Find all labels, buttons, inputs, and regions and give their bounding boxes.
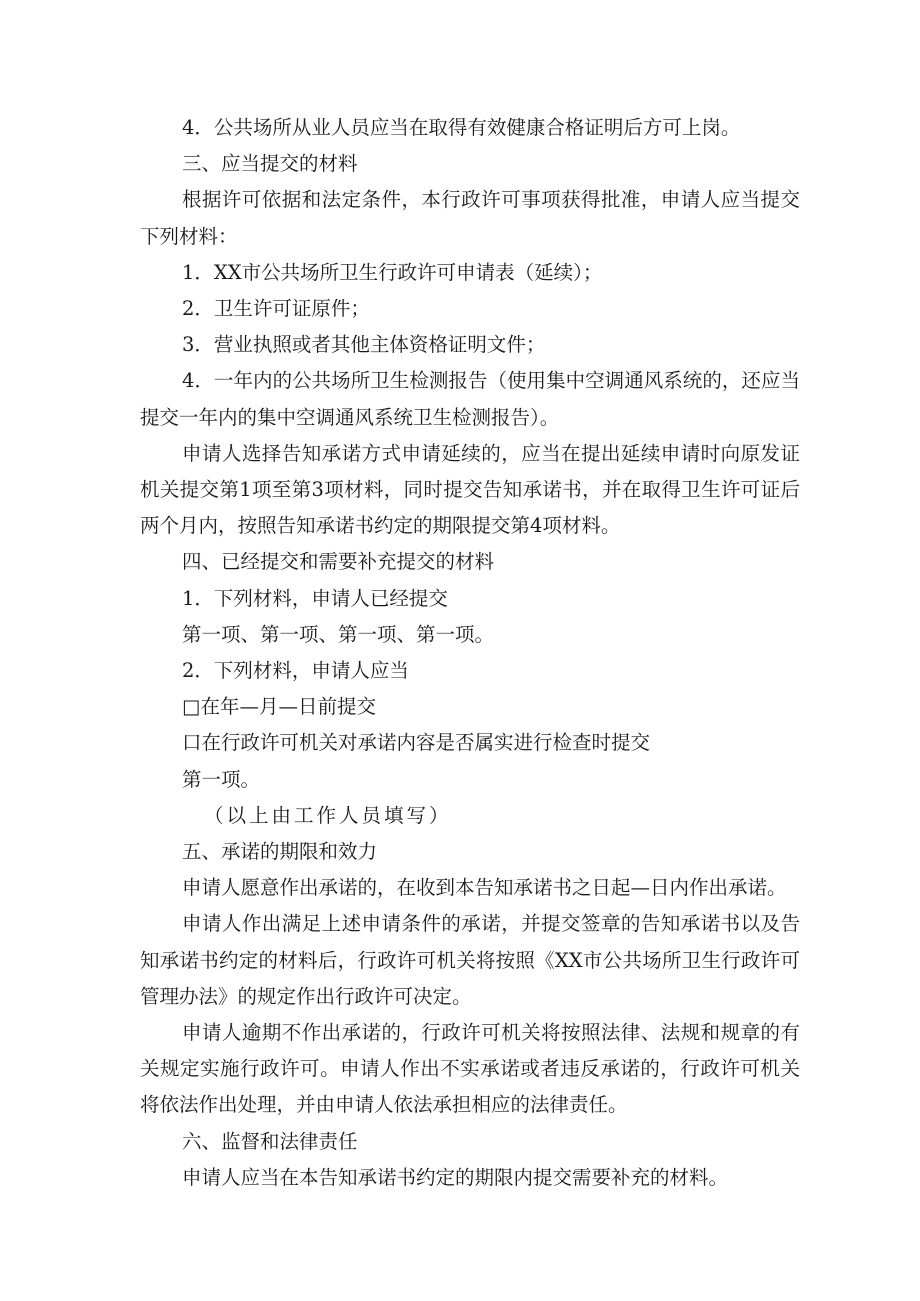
material-item-2: 2．卫生许可证原件；	[182, 297, 370, 321]
inspection-option	[140, 725, 800, 761]
inspection-checkbox-icon[interactable]: 口	[182, 731, 202, 755]
document-body	[140, 110, 800, 1196]
submitted-materials-label: 1．下列材料，申请人已经提交	[182, 586, 448, 610]
section-heading-4: 四、已经提交和需要补充提交的材料	[182, 550, 495, 574]
materials-intro-paragraph: 根据许可依据和法定条件，本行政许可事项获得批准，申请人应当提交下列材料：	[140, 188, 800, 248]
deadline-option	[140, 689, 800, 725]
section-heading-3: 三、应当提交的材料	[182, 152, 358, 176]
promise-paragraph-1: 申请人愿意作出承诺的，在收到本告知承诺书之日起—日内作出承诺。	[182, 876, 787, 900]
promise-paragraph-2: 申请人作出满足上述申请条件的承诺，并提交签章的告知承诺书以及告知承诺书约定的材料后，行政许可机关将按照《XX市公共场所卫生行政许可管理办法》的规定作出行政许可决定。	[140, 912, 800, 1008]
promise-paragraph-3: 申请人逾期不作出承诺的，行政许可机关将按照法律、法规和规章的有关规定实施行政许可。申请人作出不实承诺或者违反承诺的，行政许可机关将依法作出处理，并由申请人依法承担相应的法律责任。	[140, 1021, 800, 1117]
supervise-paragraph: 申请人应当在本告知承诺书约定的期限内提交需要补充的材料。	[182, 1165, 729, 1189]
submitted-materials-items: 第一项、第一项、第一项、第一项。	[182, 622, 495, 646]
inspection-option-text: 在行政许可机关对承诺内容是否属实进行检查时提交	[201, 731, 651, 755]
required-materials-item: 第一项。	[182, 767, 261, 791]
material-item-1: 1．XX市公共场所卫生行政许可申请表（延续）；	[182, 260, 603, 284]
notice-paragraph: 申请人选择告知承诺方式申请延续的，应当在提出延续申请时向原发证机关提交第1项至第3项材料，同时提交告知承诺书，并在取得卫生许可证后两个月内，按照告知承诺书约定的期限提交第4项材料。	[140, 441, 800, 538]
deadline-checkbox-icon[interactable]: □	[182, 695, 201, 719]
section-heading-5: 五、承诺的期限和效力	[182, 840, 378, 864]
required-materials-label: 2．下列材料，申请人应当	[182, 659, 409, 683]
deadline-option-text: 在年—月—日前提交	[200, 695, 376, 719]
requirement-item-4: 4．公共场所从业人员应当在取得有效健康合格证明后方可上岗。	[182, 116, 741, 139]
staff-fill-note: （以上由工作人员填写）	[204, 803, 452, 827]
material-item-3: 3．营业执照或者其他主体资格证明文件；	[182, 333, 546, 357]
section-heading-6: 六、监督和法律责任	[182, 1129, 358, 1153]
material-item-4: 4．一年内的公共场所卫生检测报告（使用集中空调通风系统的，还应当提交一年内的集中空调通风系统卫生检测报告）。	[140, 369, 800, 429]
